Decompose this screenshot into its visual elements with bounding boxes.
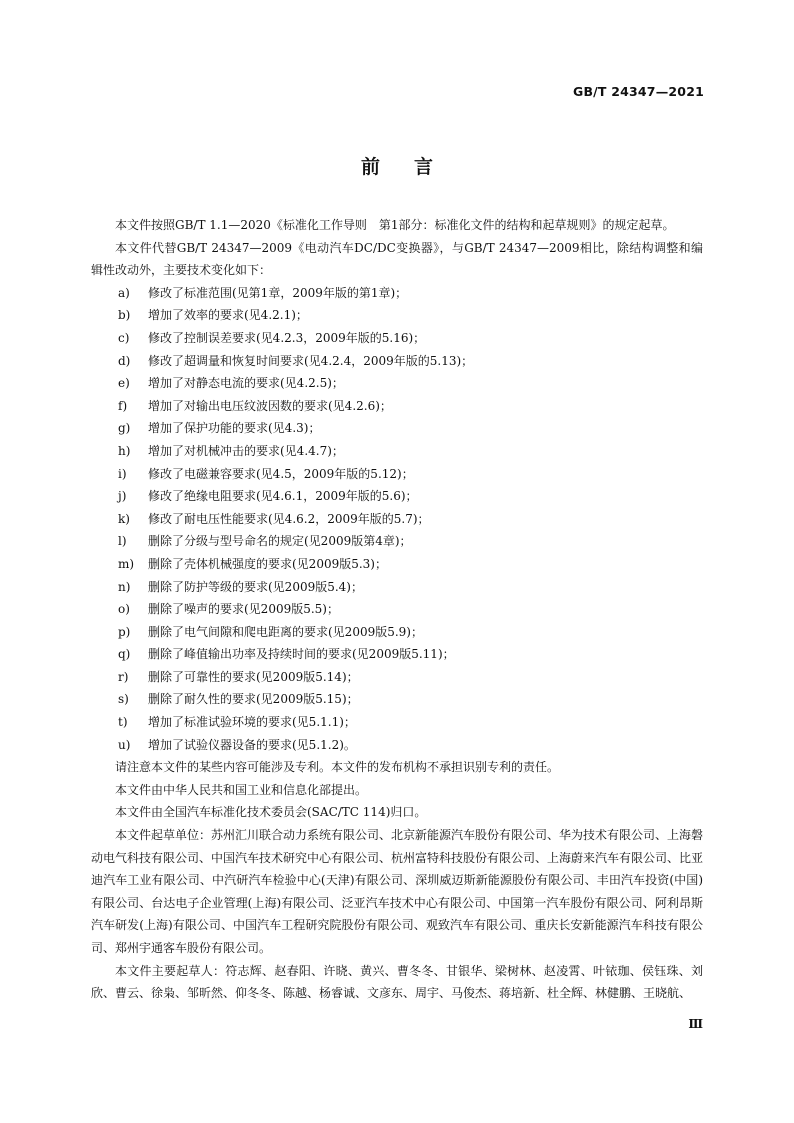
change-item-text: 修改了耐电压性能要求(见4.6.2，2009年版的5.7)；	[148, 511, 430, 526]
standard-number: GB/T 24347—2021	[572, 84, 704, 99]
change-item	[91, 530, 703, 553]
change-item-label: m)	[118, 556, 135, 571]
change-item-text: 删除了电气间隙和爬电距离的要求(见2009版5.9)；	[148, 624, 423, 639]
change-item-label: b)	[118, 308, 131, 323]
change-item	[91, 621, 703, 644]
change-item-text: 删除了耐久性的要求(见2009版5.15)；	[148, 692, 359, 707]
change-item-text: 修改了超调量和恢复时间要求(见4.2.4，2009年版的5.13)；	[148, 353, 474, 368]
change-item-label: o)	[118, 602, 130, 617]
change-item	[91, 440, 703, 463]
change-item-label: t)	[118, 715, 128, 730]
change-item	[91, 372, 703, 395]
changes-list	[91, 282, 703, 756]
intro-paragraph-1: 本文件按照GB/T 1.1—2020《标准化工作导则 第1部分：标准化文件的结构和起草规则》的规定起草。	[115, 218, 675, 232]
change-item-label: l)	[118, 534, 127, 549]
change-item	[91, 463, 703, 486]
drafting-units: 本文件起草单位：苏州汇川联合动力系统有限公司、北京新能源汽车股份有限公司、华为技术有限公司、上海磐动电气科技有限公司、中国汽车技术研究中心有限公司、杭州富特科技股份有限公司、上海蔚来汽车有限公司、比亚迪汽车工业有限公司、中汽研汽车检验中心(天津)有限公司、深圳威迈斯新能源股份有限公司、丰田汽车投资(中国)有限公司、台达电子企业管理(上海)有限公司、泛亚汽车技术中心有限公司、中国第一汽车股份有限公司、阿利昂斯汽车研发(上海)有限公司、中国汽车工程研究院股份有限公司、观致汽车有限公司、重庆长安新能源汽车科技有限公司、郑州宇通客车股份有限公司。	[91, 828, 704, 955]
change-item-label: h)	[118, 443, 131, 458]
change-item-text: 增加了保护功能的要求(见4.3)；	[148, 421, 321, 436]
change-item-label: q)	[118, 647, 131, 662]
change-item	[91, 576, 703, 599]
change-item-label: i)	[118, 466, 127, 481]
change-item-text: 修改了绝缘电阻要求(见4.6.1，2009年版的5.6)；	[148, 489, 418, 504]
intro-paragraph-2: 本文件代替GB/T 24347—2009《电动汽车DC/DC变换器》，与GB/T 24347—2009相比，除结构调整和编辑性改动外，主要技术变化如下：	[91, 240, 703, 278]
change-item-label: r)	[118, 669, 129, 684]
change-item-label: g)	[118, 421, 131, 436]
change-item-text: 增加了对机械冲击的要求(见4.4.7)；	[148, 443, 344, 458]
change-item-label: k)	[118, 511, 130, 526]
change-item-text: 删除了壳体机械强度的要求(见2009版5.3)；	[148, 556, 387, 571]
change-item-label: s)	[118, 692, 129, 707]
change-item-text: 删除了防护等级的要求(见2009版5.4)；	[148, 579, 363, 594]
change-item-label: u)	[118, 737, 131, 752]
change-item-text: 增加了试验仪器设备的要求(见5.1.2)。	[148, 737, 356, 752]
change-item	[91, 395, 703, 418]
change-item-text: 增加了效率的要求(见4.2.1)；	[148, 308, 308, 323]
change-item-label: p)	[118, 624, 131, 639]
change-item-label: d)	[118, 353, 131, 368]
change-item	[91, 553, 703, 576]
change-item-label: a)	[118, 285, 130, 300]
change-item	[91, 666, 703, 689]
change-item	[91, 711, 703, 734]
change-item	[91, 327, 703, 350]
patent-notice: 请注意本文件的某些内容可能涉及专利。本文件的发布机构不承担识别专利的责任。	[115, 760, 560, 775]
drafters: 本文件主要起草人：符志辉、赵春阳、许晓、黄兴、曹冬冬、甘银华、梁树林、赵凌霄、叶铱珈、侯钰珠、刘欣、曹云、徐枭、邹昕然、仰冬冬、陈越、杨睿诚、文彦东、周宇、马俊杰、蒋培新、杜全辉、林健鹏、王晓航、	[91, 963, 703, 1001]
change-item-label: j)	[118, 489, 127, 504]
change-item-text: 删除了可靠性的要求(见2009版5.14)；	[148, 669, 359, 684]
change-item-text: 增加了标准试验环境的要求(见5.1.1)；	[148, 715, 356, 730]
change-item-text: 删除了分级与型号命名的规定(见2009版第4章)；	[148, 534, 412, 549]
change-item	[91, 417, 703, 440]
change-item-label: f)	[118, 398, 128, 413]
change-item	[91, 485, 703, 508]
change-item-label: e)	[118, 376, 130, 391]
change-item-text: 增加了对输出电压纹波因数的要求(见4.2.6)；	[148, 398, 392, 413]
change-item	[91, 688, 703, 711]
change-item	[91, 304, 703, 327]
proposer-statement: 本文件由中华人民共和国工业和信息化部提出。	[115, 782, 368, 797]
page-title: 前言	[360, 156, 467, 178]
change-item	[91, 734, 703, 757]
change-item	[91, 598, 703, 621]
change-item-text: 修改了标准范围(见第1章，2009年版的第1章)；	[148, 285, 408, 300]
foreword-content	[91, 214, 703, 1005]
committee-statement: 本文件由全国汽车标准化技术委员会(SAC/TC 114)归口。	[115, 805, 427, 820]
change-item	[91, 508, 703, 531]
change-item-text: 修改了控制误差要求(见4.2.3，2009年版的5.16)；	[148, 330, 426, 345]
change-item	[91, 350, 703, 373]
change-item	[91, 282, 703, 305]
change-item-label: c)	[118, 330, 130, 345]
change-item-text: 修改了电磁兼容要求(见4.5，2009年版的5.12)；	[148, 466, 414, 481]
change-item-text: 删除了峰值输出功率及持续时间的要求(见2009版5.11)；	[148, 647, 455, 662]
change-item-label: n)	[118, 579, 131, 594]
change-item-text: 删除了噪声的要求(见2009版5.5)；	[148, 602, 339, 617]
change-item-text: 增加了对静态电流的要求(见4.2.5)；	[148, 376, 344, 391]
change-item	[91, 643, 703, 666]
page-number: Ⅲ	[688, 1017, 703, 1031]
